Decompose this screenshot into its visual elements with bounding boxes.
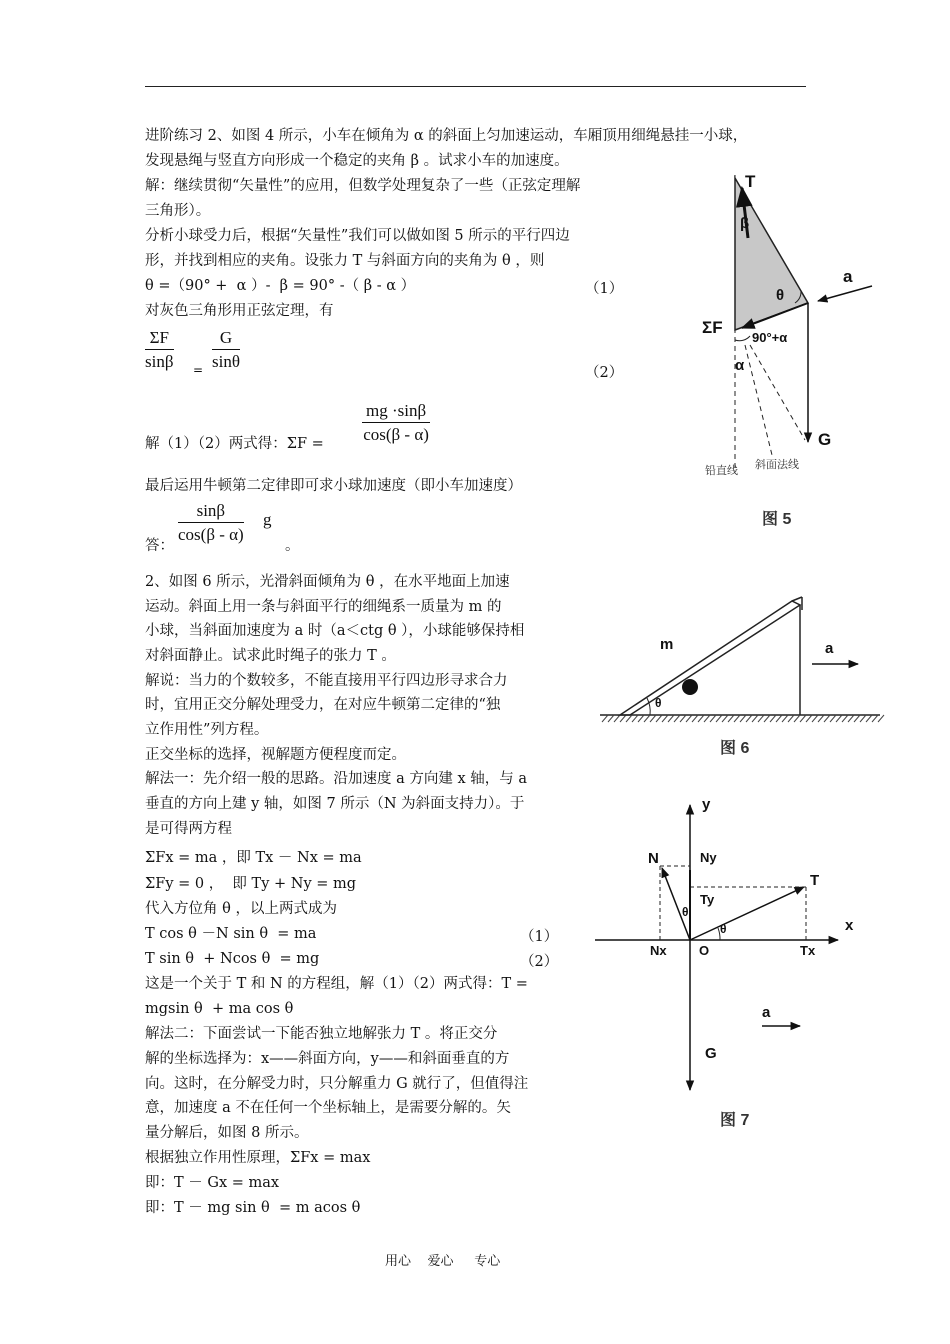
label-m: m — [660, 636, 674, 653]
newton-text: 最后运用牛顿第二定律即可求小球加速度（即小车加速度） — [145, 478, 522, 494]
numerator: G — [212, 327, 240, 350]
page-footer: 用心 爱心 专心 — [385, 1254, 501, 1269]
normal-force-arrow — [662, 868, 690, 940]
text-line: 根据独立作用性原理，ΣFx = max — [145, 1150, 371, 1166]
answer-g: g — [263, 510, 272, 529]
text-line: 即：T － mg sin θ = m acos θ — [145, 1200, 361, 1216]
text-line: ΣFx = ma ，即 Tx － Nx = ma — [145, 850, 362, 866]
text-line: 意，加速度 a 不在任何一个坐标轴上，是需要分解的。矢 — [145, 1100, 511, 1116]
label-a: a — [843, 267, 853, 286]
text-line: 发现悬绳与竖直方向形成一个稳定的夹角 β 。试求小车的加速度。 — [145, 153, 569, 169]
label-O: O — [699, 943, 710, 958]
text-line: ΣFy = 0 ， 即 Ty + Ny = mg — [145, 876, 357, 892]
equation-number: （1） — [585, 281, 624, 297]
denominator: sinβ — [145, 352, 174, 371]
equation-number: （2） — [520, 954, 559, 970]
equals-sign: = — [193, 363, 204, 377]
figure-5-caption: 图 5 — [762, 511, 792, 528]
numerator: sinβ — [178, 500, 244, 523]
text-line: 解的坐标选择为：x——斜面方向，y——和斜面垂直的方 — [145, 1051, 510, 1067]
text-line: 向。这时，在分解受力时，只分解重力 G 就行了，但值得注 — [145, 1076, 529, 1092]
denominator: sinθ — [212, 352, 240, 371]
figure-6 — [600, 597, 884, 722]
label-Tx: Tx — [800, 943, 816, 958]
label-a: a — [762, 1004, 771, 1021]
denominator: cos(β - α) — [363, 425, 429, 444]
label-Ty: Ty — [700, 892, 715, 907]
label-beta: β — [740, 215, 750, 232]
text-line: 量分解后，如图 8 所示。 — [145, 1125, 309, 1141]
text-line: 解说：当力的个数较多，不能直接用平行四边形寻求合力 — [145, 673, 508, 689]
text-line: 代入方位角 θ ，以上两式成为 — [145, 901, 337, 917]
text-line: 三角形）。 — [145, 203, 211, 219]
label-theta-N: θ — [682, 905, 689, 919]
text-line: 解：继续贯彻“矢量性”的应用，但数学处理复杂了一些（正弦定理解 — [145, 178, 581, 194]
text-line: 正交坐标的选择，视解题方便程度而定。 — [145, 747, 406, 763]
label-angle: 90°+α — [752, 330, 788, 345]
text-line: 对斜面静止。试求此时绳子的张力 T 。 — [145, 648, 396, 664]
answer-end: 。 — [285, 538, 300, 554]
figure-6-caption: 图 6 — [720, 740, 750, 757]
label-y: y — [702, 796, 711, 813]
label-G: G — [705, 1045, 717, 1062]
label-x: x — [845, 917, 854, 934]
label-theta-T: θ — [720, 922, 727, 936]
text-line: 这是一个关于 T 和 N 的方程组，解（1）（2）两式得：T = — [145, 976, 528, 992]
ball — [682, 679, 698, 695]
label-plumb-line: 铅直线 — [705, 464, 738, 477]
equation-number: （1） — [520, 929, 559, 945]
label-Nx: Nx — [650, 943, 667, 958]
text-line: 2、如图 6 所示，光滑斜面倾角为 θ ，在水平地面上加速 — [145, 574, 510, 590]
label-T: T — [745, 172, 756, 191]
label-normal-line: 斜面法线 — [755, 458, 799, 471]
text-line: 垂直的方向上建 y 轴，如图 7 所示（N 为斜面支持力）。于 — [145, 796, 525, 812]
text-line: 解法二：下面尝试一下能否独立地解张力 T 。将正交分 — [145, 1026, 498, 1042]
label-Ny: Ny — [700, 850, 717, 865]
text-line: T sin θ + Ncos θ = mg — [145, 951, 320, 967]
numerator: mg ·sinβ — [362, 400, 430, 423]
label-theta: θ — [655, 696, 662, 710]
numerator: ΣF — [145, 327, 174, 350]
answer-label: 答： — [145, 538, 174, 554]
text-line: 运动。斜面上用一条与斜面平行的细绳系一质量为 m 的 — [145, 599, 502, 615]
text-line: 小球，当斜面加速度为 a 时（a＜ctg θ ），小球能够保持相 — [145, 623, 525, 639]
text-line: 立作用性”列方程。 — [145, 722, 269, 738]
equation-number: （2） — [585, 365, 624, 381]
label-sumF: ΣF — [702, 318, 723, 337]
incline — [620, 601, 800, 715]
label-G: G — [818, 430, 832, 449]
denominator: cos(β - α) — [178, 525, 244, 544]
label-theta: θ — [776, 287, 785, 304]
figure-7-caption: 图 7 — [720, 1112, 750, 1129]
text-line: θ =（90° + α ）- β = 90° -（ β - α ） — [145, 278, 416, 294]
text-line: 分析小球受力后，根据“矢量性”我们可以做如图 5 所示的平行四边 — [145, 228, 570, 244]
acceleration-arrow — [818, 286, 872, 301]
label-a: a — [825, 640, 834, 657]
text-line: 解法一：先介绍一般的思路。沿加速度 a 方向建 x 轴，与 a — [145, 771, 528, 787]
text-line: mgsin θ + ma cos θ — [145, 1001, 294, 1017]
text-line: 形，并找到相应的夹角。设张力 T 与斜面方向的夹角为 θ ，则 — [145, 253, 545, 269]
label-T: T — [810, 872, 820, 889]
combine-text: 解（1）（2）两式得：ΣF = — [145, 436, 324, 452]
text-line: T cos θ －N sin θ = ma — [145, 926, 317, 942]
text-line: 对灰色三角形用正弦定理，有 — [145, 303, 334, 319]
text-line: 是可得两方程 — [145, 821, 232, 837]
label-N: N — [648, 850, 659, 867]
figure-5 — [735, 175, 872, 468]
label-alpha: α — [735, 357, 745, 374]
text-line: 即：T － Gx = max — [145, 1175, 280, 1191]
text-line: 时，宜用正交分解处理受力，在对应牛顿第二定律的“独 — [145, 697, 501, 713]
text-line: 进阶练习 2、如图 4 所示，小车在倾角为 α 的斜面上匀加速运动，车厢顶用细绳悬挂一小球， — [145, 128, 748, 144]
